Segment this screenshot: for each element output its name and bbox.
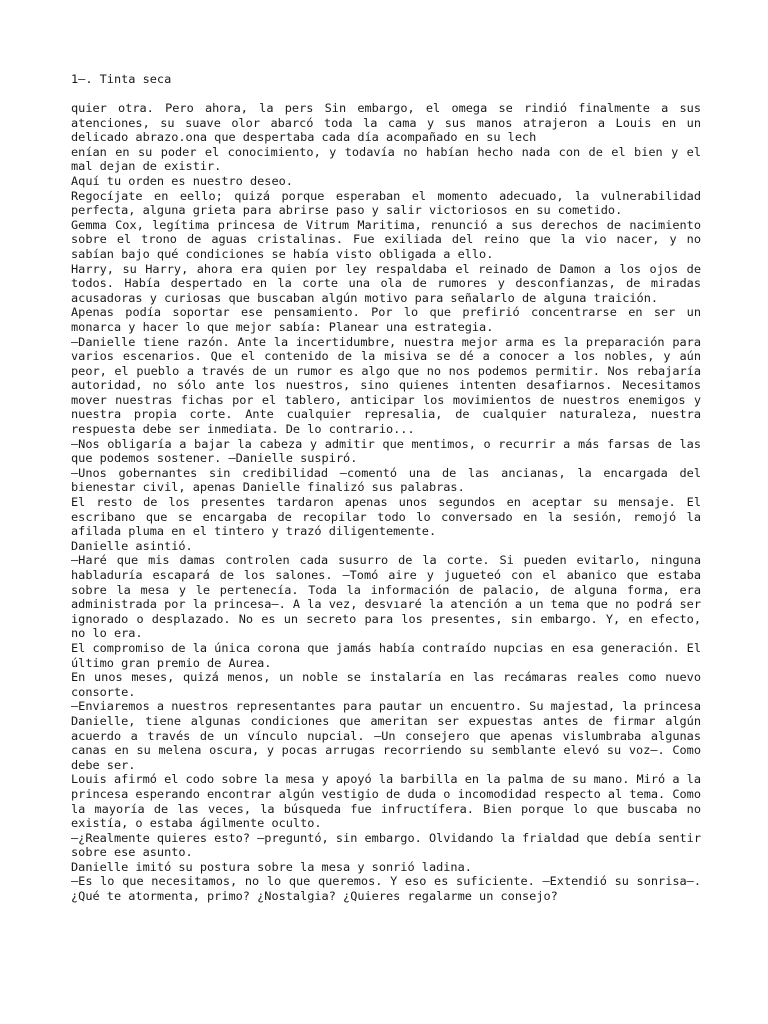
paragraph: Harry, su Harry, ahora era quien por ley respaldaba el reinado de Damon a los ojos de todos. Había despertado en la corte una ola de rumores y desconfianzas, de miradas acusadoras y curiosas que buscaban algún motivo para señalarlo de alguna traición. xyxy=(71,261,701,305)
paragraph: Gemma Cox, legítima princesa de Vitrum Maritima, renunció a sus derechos de nacimiento sobre el trono de aguas cristalinas. Fue exiliada del reino que la vio nacer, y no sabían bajo qué condiciones se había visto obligada a ello. xyxy=(71,217,701,261)
paragraph: —Nos obligaría a bajar la cabeza y admitir que mentimos, o recurrir a más farsas de las que podemos sostener. —Danielle suspiró. xyxy=(71,436,701,466)
paragraph: —Haré que mis damas controlen cada susurro de la corte. Si pueden evitarlo, ninguna habladuría escapará de los salones. —Tomó aire y jugueteó con el abanico que estaba sobre la mesa y le pertenecía. Toda la información de palacio, de alguna forma, era administrada por la princesa—. A la vez, desvıaré la atención a un tema que no podrá ser ignorado o desplazado. No es un secreto para los presentes, sin embargo. Y, en efecto, no lo era. xyxy=(71,553,701,641)
paragraph: El compromiso de la única corona que jamás había contraído nupcias en esa generación. El último gran premio de Aurea. xyxy=(71,640,701,670)
chapter-title: 1—. Tinta seca xyxy=(71,72,172,86)
paragraph: —Danielle tiene razón. Ante la incertidumbre, nuestra mejor arma es la preparación para varios escenarios. Que el contenido de la misiva se dé a conocer a los nobles, y aún peor, el pueblo a través de un rumor es algo que no nos podemos permitir. Nos rebajaría autoridad, no sólo ante los nuestros, sino quienes intenten desafiarnos. Necesitamos mover nuestras fichas por el tablero, anticipar los movimientos de nuestros enemigos y nuestra propia corte. Ante cualquier represalia, de cualquier naturaleza, nuestra respuesta debe ser inmediata. De lo contrario... xyxy=(71,334,701,437)
paragraph: enían en su poder el conocimiento, y todavía no habían hecho nada con de el bien y el mal dejan de existir. xyxy=(71,144,701,174)
paragraph: —Enviaremos a nuestros representantes para pautar un encuentro. Su majestad, la princesa Danielle, tiene algunas condiciones que ameritan ser expuestas antes de firmar algún acuerdo a través de un vínculo nupcial. —Un consejero que apenas vislumbraba algunas canas en su melena oscura, y pocas arrugas recorriendo su semblante elevó su voz—. Como debe ser. xyxy=(71,699,701,772)
paragraph: —Es lo que necesitamos, no lo que queremos. Y eso es suficiente. —Extendió su sonrisa—. ¿Qué te atormenta, primo? ¿Nostalgia? ¿Quieres regalarme un consejo? xyxy=(71,874,701,904)
paragraph: Aquí tu orden es nuestro deseo. xyxy=(71,173,293,188)
paragraph: Danielle asintió. xyxy=(71,538,193,553)
paragraph: El resto de los presentes tardaron apenas unos segundos en aceptar su mensaje. El escribano que se encargaba de recopilar todo lo conversado en la sesión, remojó la afilada pluma en el tintero y trazó diligentemente. xyxy=(71,495,701,539)
paragraph: quier otra. Pero ahora, la pers Sin embargo, el omega se rindió finalmente a sus atenciones, su suave olor abarcó toda la cama y sus manos atrajeron a Louis en un delicado abrazo.ona que despertaba cada día acompañado en su lech xyxy=(71,101,701,145)
paragraph: Regocíjate en eello; quizá porque esperaban el momento adecuado, la vulnerabilidad perfecta, alguna grieta para abrirse paso y salir victoriosos en su cometido. xyxy=(71,188,701,218)
paragraph: —¿Realmente quieres esto? —preguntó, sin embargo. Olvidando la frialdad que debía sentir sobre ese asunto. xyxy=(71,830,701,860)
paragraph: Apenas podía soportar ese pensamiento. Por lo que prefirió concentrarse en ser un monarca y hacer lo que mejor sabía: Planear una estrategia. xyxy=(71,305,701,334)
paragraph: Louis afirmó el codo sobre la mesa y apoyó la barbilla en la palma de su mano. Miró a la princesa esperando encontrar algún vestigio de duda o incomodidad respecto al tema. Como la mayoría de las veces, la búsqueda fue infructífera. Bien porque lo que buscaba no existía, o estaba ágilmente oculto. xyxy=(71,772,701,831)
body-text xyxy=(71,101,701,904)
paragraph: En unos meses, quizá menos, un noble se instalaría en las recámaras reales como nuevo consorte. xyxy=(71,670,701,699)
paragraph: —Unos gobernantes sin credibilidad —comentó una de las ancianas, la encargada del bienestar civil, apenas Danielle finalizó sus palabras. xyxy=(71,465,701,495)
paragraph: Danielle imitó su postura sobre la mesa y sonrió ladina. xyxy=(71,859,472,874)
